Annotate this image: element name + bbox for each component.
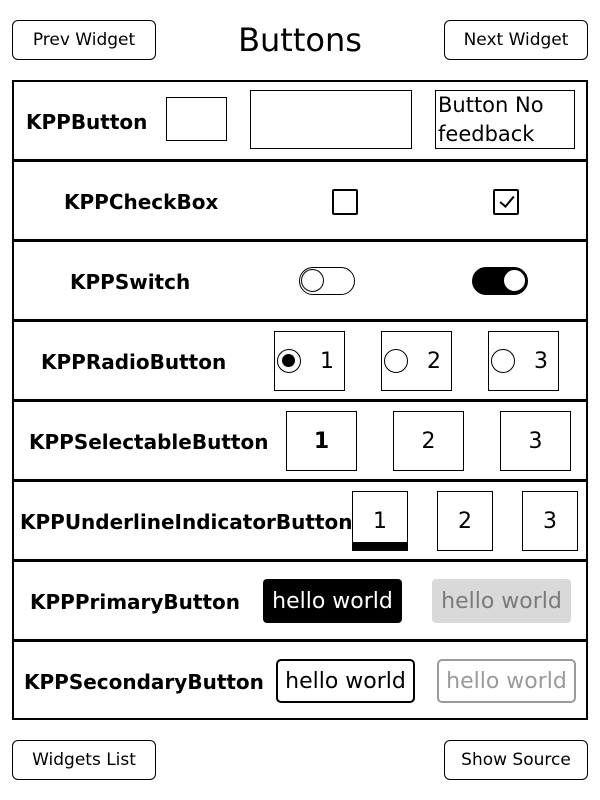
radio-unselected-icon <box>384 349 408 373</box>
selectable-option-3[interactable]: 3 <box>500 411 571 471</box>
row-kppprimarybutton <box>14 562 586 642</box>
selectable-option-1[interactable]: 1 <box>286 411 357 471</box>
prev-widget-button[interactable]: Prev Widget <box>12 20 156 60</box>
underline-option-1[interactable]: 1 <box>352 491 408 551</box>
checkbox-checked[interactable] <box>493 189 519 215</box>
widgets-list-button[interactable]: Widgets List <box>12 740 156 780</box>
row-kppbutton <box>14 82 586 162</box>
widget-panel <box>12 80 588 720</box>
row-label: KPPRadioButton <box>41 350 227 374</box>
row-kppsecondarybutton <box>14 642 586 722</box>
row-label: KPPPrimaryButton <box>30 590 241 614</box>
row-kppswitch <box>14 242 586 322</box>
kpp-button-no-feedback[interactable]: Button No feedback <box>435 90 575 149</box>
primary-button-disabled: hello world <box>432 579 571 623</box>
radio-selected-icon <box>277 349 301 373</box>
underline-option-2[interactable]: 2 <box>437 491 493 551</box>
radio-option-1[interactable]: 1 <box>274 331 345 391</box>
radio-option-2[interactable]: 2 <box>381 331 452 391</box>
switch-off[interactable] <box>299 267 355 295</box>
primary-button-enabled[interactable]: hello world <box>263 579 402 623</box>
underline-indicator <box>352 542 408 551</box>
radio-option-3[interactable]: 3 <box>488 331 559 391</box>
secondary-button-disabled: hello world <box>437 659 576 703</box>
show-source-button[interactable]: Show Source <box>444 740 588 780</box>
switch-on[interactable] <box>472 267 528 295</box>
page-title: Buttons <box>238 21 362 59</box>
row-kppcheckbox <box>14 162 586 242</box>
next-widget-button[interactable]: Next Widget <box>444 20 588 60</box>
row-label: KPPCheckBox <box>64 190 219 214</box>
row-label: KPPButton <box>26 110 148 134</box>
row-kppradiobutton <box>14 322 586 402</box>
secondary-button-enabled[interactable]: hello world <box>276 659 415 703</box>
checkbox-unchecked[interactable] <box>332 189 358 215</box>
selectable-option-2[interactable]: 2 <box>393 411 464 471</box>
row-label: KPPSelectableButton <box>29 430 269 454</box>
underline-option-3[interactable]: 3 <box>522 491 578 551</box>
radio-unselected-icon <box>491 349 515 373</box>
row-label: KPPSwitch <box>70 270 191 294</box>
row-kppselectablebutton <box>14 402 586 482</box>
kpp-button-large[interactable] <box>250 90 412 149</box>
row-label: KPPUnderlineIndicatorButton <box>20 510 353 534</box>
row-kppunderlineindicatorbutton <box>14 482 586 562</box>
kpp-button-small[interactable] <box>166 97 227 141</box>
row-label: KPPSecondaryButton <box>24 670 264 694</box>
